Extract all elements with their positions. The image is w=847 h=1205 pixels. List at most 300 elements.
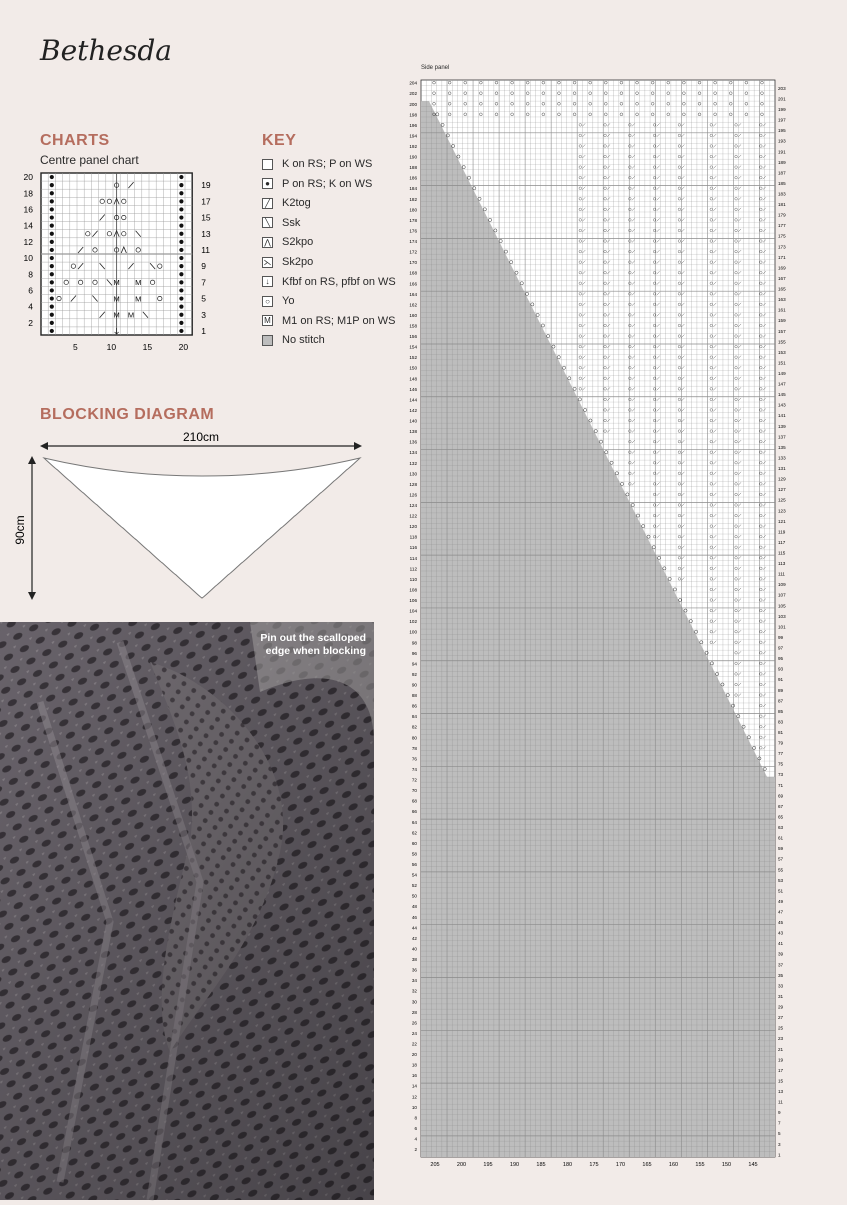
column-number: 5 — [73, 342, 78, 352]
row-number: 71 — [778, 782, 784, 788]
key-item-label: Ssk — [282, 216, 301, 229]
row-number: 112 — [409, 566, 417, 572]
column-number: 180 — [562, 1162, 573, 1168]
row-number: 2 — [28, 317, 33, 328]
row-number: 147 — [778, 381, 786, 387]
row-number: 141 — [778, 413, 786, 419]
row-number: 108 — [409, 587, 417, 593]
row-number: 109 — [778, 582, 786, 588]
row-number: 193 — [778, 138, 786, 144]
row-number: 122 — [409, 513, 417, 519]
row-number: 48 — [411, 904, 417, 910]
row-number: 133 — [778, 455, 786, 461]
row-number: 13 — [201, 228, 211, 239]
purl-dot — [50, 288, 54, 292]
row-number: 154 — [409, 344, 417, 350]
row-number: 192 — [409, 143, 417, 149]
purl-dot — [50, 248, 54, 252]
row-number: 190 — [409, 154, 417, 160]
row-number: 4 — [28, 301, 33, 312]
row-number: 140 — [409, 418, 417, 424]
purl-dot — [179, 256, 183, 260]
key-item-label: Yo — [282, 295, 295, 308]
row-number: 49 — [778, 898, 784, 904]
row-number: 5 — [778, 1131, 781, 1137]
row-number: 99 — [778, 634, 784, 640]
row-number: 22 — [411, 1041, 417, 1047]
row-number: 32 — [411, 988, 417, 994]
m1-icon: M — [113, 310, 120, 320]
purl-dot — [179, 321, 183, 325]
row-number: 14 — [411, 1083, 417, 1089]
row-number: 35 — [778, 972, 784, 978]
row-number: 96 — [411, 650, 417, 656]
row-number: 137 — [778, 434, 786, 440]
row-number: 129 — [778, 476, 786, 482]
centre-chart-title: Centre panel chart — [40, 153, 139, 167]
depth-label: 90cm — [13, 515, 27, 545]
shawl-outline — [44, 458, 360, 598]
photo-caption: Pin out the scalloped edge when blocking — [260, 632, 366, 657]
purl-dot — [50, 207, 54, 211]
row-number: 195 — [778, 128, 786, 134]
row-number: 158 — [409, 323, 417, 329]
row-number: 100 — [409, 629, 417, 635]
row-number: 12 — [411, 1094, 417, 1100]
row-number: 118 — [409, 534, 417, 540]
row-number: 182 — [409, 196, 417, 202]
row-number: 17 — [778, 1067, 784, 1073]
key-item-label: K2tog — [282, 197, 311, 210]
row-number: 197 — [778, 117, 786, 123]
side-panel-label: Side panel — [421, 65, 450, 71]
row-number: 138 — [409, 429, 417, 435]
row-number: 176 — [409, 228, 417, 234]
row-number: 117 — [778, 539, 786, 545]
row-number: 126 — [409, 492, 417, 498]
row-number: 73 — [778, 772, 784, 778]
key-item-label: M1 on RS; M1P on WS — [282, 314, 396, 327]
row-number: 139 — [778, 423, 786, 429]
purl-dot — [179, 313, 183, 317]
purl-dot — [50, 191, 54, 195]
row-number: 62 — [411, 830, 417, 836]
row-number: 87 — [778, 698, 784, 704]
row-number: 85 — [778, 708, 784, 714]
column-number: 165 — [642, 1162, 652, 1168]
row-number: 70 — [411, 788, 417, 794]
empty-square-icon — [262, 159, 273, 170]
row-number: 72 — [411, 777, 417, 783]
centre-panel-chart — [18, 170, 228, 370]
row-number: 135 — [778, 444, 786, 450]
row-number: 20 — [411, 1052, 417, 1058]
purl-dot — [50, 199, 54, 203]
row-number: 42 — [411, 935, 417, 941]
row-number: 7 — [778, 1120, 781, 1126]
key-item-label: Sk2po — [282, 256, 314, 268]
row-number: 10 — [23, 253, 33, 264]
column-number: 175 — [589, 1162, 599, 1168]
purl-dot — [50, 175, 54, 179]
row-number: 123 — [778, 508, 786, 514]
lace-photo-illustration — [0, 622, 374, 1200]
key-item — [262, 333, 325, 347]
purl-dot — [50, 183, 54, 187]
row-number: 144 — [409, 397, 417, 403]
row-number: 151 — [778, 360, 786, 366]
row-number: 80 — [411, 735, 417, 741]
row-number: 189 — [778, 159, 786, 165]
row-number: 185 — [778, 180, 786, 186]
purl-dot — [179, 329, 183, 333]
row-number: 92 — [411, 671, 417, 677]
width-label: 210cm — [182, 430, 220, 444]
row-number: 43 — [778, 930, 784, 936]
column-number: 200 — [456, 1162, 467, 1168]
row-number: 75 — [778, 761, 784, 767]
row-number: 7 — [201, 277, 206, 288]
purl-dot — [50, 240, 54, 244]
row-number: 163 — [778, 297, 786, 303]
row-number: 57 — [778, 856, 784, 862]
row-number: 125 — [778, 497, 786, 503]
purl-dot — [179, 240, 183, 244]
row-number: 186 — [409, 175, 417, 181]
no-stitch-icon — [262, 335, 273, 346]
row-number: 155 — [778, 339, 786, 345]
purl-dot — [179, 215, 183, 219]
row-number: 28 — [411, 1009, 417, 1015]
purl-dot — [179, 272, 183, 276]
row-number: 152 — [409, 355, 417, 361]
row-number: 6 — [414, 1125, 417, 1131]
row-number: 200 — [409, 101, 417, 107]
row-number: 9 — [201, 261, 206, 272]
row-number: 38 — [411, 957, 417, 963]
row-number: 59 — [778, 846, 784, 852]
row-number: 88 — [411, 693, 417, 699]
row-number: 11 — [778, 1099, 783, 1105]
row-number: 30 — [411, 999, 417, 1005]
row-number: 91 — [778, 677, 784, 683]
key-item — [262, 157, 372, 171]
row-number: 55 — [778, 867, 784, 873]
row-number: 148 — [409, 376, 417, 382]
column-number: 20 — [178, 342, 189, 352]
row-number: 146 — [409, 386, 417, 392]
row-number: 18 — [411, 1062, 417, 1068]
purl-dot — [50, 232, 54, 236]
m1-icon: M — [262, 315, 273, 326]
arrow-up-icon — [28, 456, 36, 464]
row-number: 184 — [409, 186, 417, 192]
key-item — [262, 216, 300, 230]
purl-dot — [179, 191, 183, 195]
key-item — [262, 314, 396, 328]
row-number: 179 — [778, 212, 786, 218]
dot-icon: ● — [262, 178, 273, 189]
row-number: 172 — [409, 249, 417, 255]
row-number: 106 — [409, 598, 417, 604]
row-number: 142 — [409, 407, 417, 413]
row-number: 51 — [778, 888, 784, 894]
key-item-label: Kfbf on RS, pfbf on WS — [282, 275, 396, 288]
row-number: 18 — [23, 188, 33, 199]
row-number: 101 — [778, 624, 786, 630]
purl-dot — [50, 272, 54, 276]
row-number: 58 — [411, 851, 417, 857]
row-number: 31 — [778, 993, 784, 999]
row-number: 60 — [411, 840, 417, 846]
row-number: 150 — [409, 365, 417, 371]
key-item-label: S2kpo — [282, 236, 314, 249]
key-item — [262, 255, 313, 269]
row-number: 173 — [778, 244, 786, 250]
row-number: 157 — [778, 328, 786, 334]
row-number: 76 — [411, 756, 417, 762]
row-number: 161 — [778, 307, 786, 313]
purl-dot — [179, 199, 183, 203]
row-number: 24 — [411, 1030, 417, 1036]
column-number: 190 — [509, 1162, 520, 1168]
purl-dot — [50, 280, 54, 284]
row-number: 79 — [778, 740, 784, 746]
purl-dot — [179, 288, 183, 292]
row-number: 107 — [778, 592, 786, 598]
row-number: 165 — [778, 286, 786, 292]
purl-dot — [50, 224, 54, 228]
row-number: 68 — [411, 798, 417, 804]
row-number: 116 — [409, 545, 417, 551]
row-number: 201 — [778, 96, 786, 102]
key-item — [262, 235, 313, 249]
row-number: 145 — [778, 392, 786, 398]
row-number: 188 — [409, 165, 417, 171]
row-number: 52 — [411, 883, 417, 889]
row-number: 15 — [778, 1078, 784, 1084]
row-number: 78 — [411, 745, 417, 751]
row-number: 166 — [409, 281, 417, 287]
row-number: 44 — [411, 925, 417, 931]
purl-dot — [179, 232, 183, 236]
row-number: 177 — [778, 223, 786, 229]
purl-dot — [179, 264, 183, 268]
row-number: 65 — [778, 814, 784, 820]
row-number: 181 — [778, 202, 786, 208]
row-number: 162 — [409, 302, 417, 308]
row-number: 98 — [411, 640, 417, 646]
column-number: 160 — [668, 1162, 679, 1168]
row-number: 180 — [409, 207, 417, 213]
ssk-icon: ╲ — [262, 217, 273, 228]
column-number: 10 — [106, 342, 117, 352]
key-item — [262, 294, 294, 308]
row-number: 104 — [409, 608, 417, 614]
row-number: 153 — [778, 349, 786, 355]
row-number: 54 — [411, 872, 417, 878]
row-number: 33 — [778, 983, 784, 989]
key-item — [262, 196, 311, 210]
row-number: 19 — [778, 1057, 784, 1063]
key-item — [262, 177, 372, 191]
row-number: 9 — [778, 1110, 781, 1116]
row-number: 23 — [778, 1036, 784, 1042]
row-number: 11 — [201, 244, 211, 255]
purl-dot — [179, 305, 183, 309]
row-number: 37 — [778, 962, 784, 968]
row-number: 47 — [778, 909, 784, 915]
row-number: 194 — [409, 133, 417, 139]
row-number: 63 — [778, 825, 784, 831]
row-number: 130 — [409, 471, 417, 477]
row-number: 82 — [411, 724, 417, 730]
row-number: 156 — [409, 334, 417, 340]
row-number: 143 — [778, 402, 786, 408]
row-number: 202 — [409, 91, 417, 97]
purl-dot — [50, 321, 54, 325]
row-number: 64 — [411, 819, 417, 825]
charts-heading: CHARTS — [40, 132, 110, 149]
row-number: 183 — [778, 191, 786, 197]
row-number: 191 — [778, 149, 786, 155]
row-number: 67 — [778, 803, 784, 809]
row-number: 26 — [411, 1020, 417, 1026]
row-number: 93 — [778, 666, 784, 672]
row-number: 95 — [778, 656, 784, 662]
purl-dot — [179, 224, 183, 228]
row-number: 204 — [409, 80, 417, 86]
row-number: 114 — [409, 555, 417, 561]
row-number: 170 — [409, 260, 417, 266]
shawl-photo — [0, 622, 374, 1200]
arrow-left-icon — [40, 442, 48, 450]
row-number: 120 — [409, 524, 417, 530]
row-number: 84 — [411, 714, 417, 720]
purl-dot — [179, 248, 183, 252]
page-title: Bethesda — [40, 34, 172, 67]
key-item-label: P on RS; K on WS — [282, 177, 373, 190]
row-number: 164 — [409, 291, 417, 297]
key-heading: KEY — [262, 132, 297, 149]
column-number: 195 — [483, 1162, 493, 1168]
row-number: 81 — [778, 730, 784, 736]
row-number: 8 — [28, 269, 33, 280]
column-number: 155 — [695, 1162, 705, 1168]
row-number: 46 — [411, 914, 417, 920]
row-number: 16 — [23, 204, 33, 215]
row-number: 1 — [778, 1152, 781, 1158]
key-item-label: No stitch — [282, 334, 325, 347]
row-number: 40 — [411, 946, 417, 952]
row-number: 111 — [778, 571, 785, 577]
row-number: 45 — [778, 920, 784, 926]
purl-dot — [179, 175, 183, 179]
purl-dot — [179, 280, 183, 284]
blocking-diagram — [13, 430, 380, 610]
blocking-heading: BLOCKING DIAGRAM — [40, 406, 215, 423]
row-number: 199 — [778, 107, 786, 113]
purl-dot — [50, 296, 54, 300]
row-number: 15 — [201, 212, 211, 223]
row-number: 6 — [28, 285, 33, 296]
purl-dot — [50, 329, 54, 333]
row-number: 168 — [409, 270, 417, 276]
k2tog-icon: ╱ — [262, 198, 273, 209]
row-number: 36 — [411, 967, 417, 973]
purl-dot — [179, 183, 183, 187]
column-number: 185 — [536, 1162, 546, 1168]
row-number: 124 — [409, 502, 417, 508]
row-number: 89 — [778, 687, 784, 693]
m1-icon: M — [113, 294, 120, 304]
row-number: 121 — [778, 518, 786, 524]
row-number: 27 — [778, 1015, 784, 1021]
row-number: 34 — [411, 978, 417, 984]
column-number: 145 — [748, 1162, 758, 1168]
row-number: 203 — [778, 85, 786, 91]
row-number: 5 — [201, 293, 206, 304]
purl-dot — [179, 296, 183, 300]
row-number: 97 — [778, 645, 784, 651]
row-number: 132 — [409, 460, 417, 466]
row-number: 74 — [411, 766, 417, 772]
row-number: 21 — [778, 1046, 784, 1052]
row-number: 160 — [409, 312, 417, 318]
row-number: 86 — [411, 703, 417, 709]
row-number: 196 — [409, 122, 417, 128]
row-number: 136 — [409, 439, 417, 445]
column-number: 150 — [721, 1162, 732, 1168]
sk2po-icon: ⋋ — [263, 257, 272, 267]
row-number: 178 — [409, 217, 417, 223]
row-number: 61 — [778, 835, 784, 841]
purl-dot — [50, 313, 54, 317]
kfbf-icon: ↓ — [262, 276, 273, 287]
row-number: 83 — [778, 719, 784, 725]
row-number: 110 — [409, 576, 417, 582]
row-number: 8 — [414, 1115, 417, 1121]
row-number: 50 — [411, 893, 417, 899]
purl-dot — [50, 305, 54, 309]
row-number: 90 — [411, 682, 417, 688]
row-number: 103 — [778, 613, 786, 619]
m1-icon: M — [135, 294, 142, 304]
row-number: 25 — [778, 1025, 784, 1031]
key-item-label: K on RS; P on WS — [282, 158, 373, 170]
side-panel-chart — [400, 75, 800, 1168]
row-number: 66 — [411, 809, 417, 815]
row-number: 14 — [23, 220, 33, 231]
purl-dot — [50, 215, 54, 219]
row-number: 39 — [778, 951, 784, 957]
row-number: 4 — [414, 1136, 417, 1142]
row-number: 20 — [23, 172, 33, 183]
row-number: 77 — [778, 751, 784, 757]
row-number: 41 — [778, 941, 784, 947]
row-number: 167 — [778, 275, 786, 281]
row-number: 171 — [778, 254, 786, 260]
row-number: 12 — [23, 236, 33, 247]
row-number: 3 — [201, 309, 206, 320]
m1-icon: M — [135, 278, 142, 288]
arrow-down-icon — [28, 592, 36, 600]
row-number: 198 — [409, 112, 417, 118]
m1-icon: M — [113, 278, 120, 288]
row-number: 174 — [409, 239, 417, 245]
row-number: 128 — [409, 481, 417, 487]
row-number: 2 — [414, 1147, 417, 1153]
